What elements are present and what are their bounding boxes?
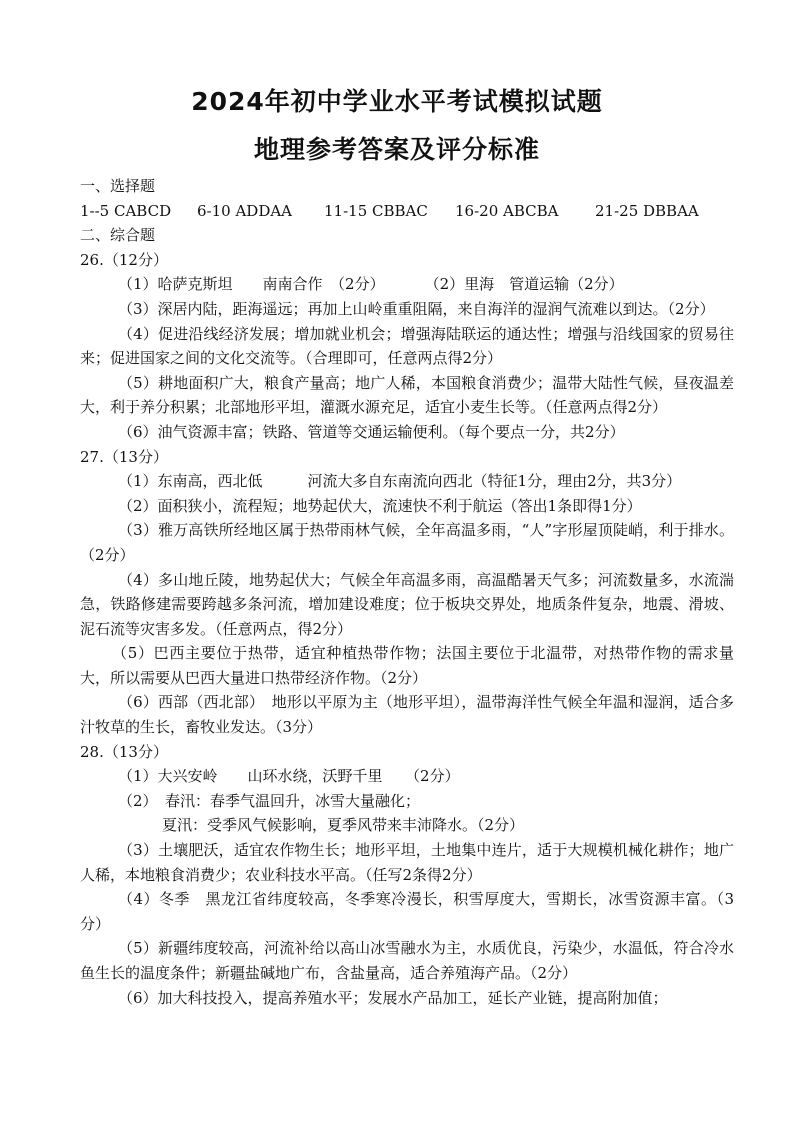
answer-line xyxy=(80,272,734,297)
answer-paragraph: （4）冬季 黑龙江省纬度较高，冬季寒冷漫长，积雪厚度大，雪期长，冰雪资源丰富。（3分） xyxy=(80,890,734,933)
answer-paragraph: （4）促进沿线经济发展；增加就业机会；增强海陆联运的通达性；增强与沿线国家的贸易往来；促进国家之间的文化交流等。（合理即可，任意两点得2分） xyxy=(80,324,734,368)
choice-answer-group: 16-20 ABCBA xyxy=(455,201,559,220)
answer-paragraph: （6）油气资源丰富；铁路、管道等交通运输便利。（每个要点一分，共2分） xyxy=(118,422,625,441)
answer-paragraph: （1）大兴安岭 山环水绕，沃野千里 （2分） xyxy=(118,767,460,786)
answer-paragraph: （5）巴西主要位于热带，适宜种植热带作物；法国主要位于北温带，对热带作物的需求量大，所以需要从巴西大量进口热带经济作物。（2分） xyxy=(80,644,734,687)
answer-text: （2）里海 管道运输（2分） xyxy=(424,275,624,294)
answer-paragraph: （3）土壤肥沃，适宜农作物生长；地形平坦，土地集中连片，适于大规模机械化耕作；地广人稀，本地粮食消费少；农业科技水平高。（任写2条得2分） xyxy=(80,841,734,884)
answer-paragraph: （5）耕地面积广大，粮食产量高；地广人稀，本国粮食消费少；温带大陆性气候，昼夜温差大，利于养分积累；北部地形平坦，灌溉水源充足，适宜小麦生长等。（任意两点得2分） xyxy=(80,373,734,417)
choice-answers xyxy=(80,199,734,224)
answer-text: （1）哈萨克斯坦 南南合作 （2分） xyxy=(118,275,385,294)
answer-paragraph: （2）面积狭小，流程短；地势起伏大，流速快不利于航运（答出1条即得1分） xyxy=(118,496,642,515)
choice-answer-group: 21-25 DBBAA xyxy=(595,201,699,220)
answer-paragraph: （3）深居内陆，距海遥远；再加上山岭重重阻隔，来自海洋的湿润气流难以到达。（2分） xyxy=(118,299,715,318)
answer-line: 夏汛：受季风气候影响，夏季风带来丰沛降水。（2分） xyxy=(162,816,525,835)
question-header: 27.（13分） xyxy=(80,447,168,466)
question-header: 26.（12分） xyxy=(80,250,168,269)
choice-answer-group: 1--5 CABCD xyxy=(80,201,172,220)
answer-paragraph: （6）西部（西北部） 地形以平原为主（地形平坦），温带海洋性气候全年温和湿润，适合多汁牧草的生长，畜牧业发达。（3分） xyxy=(80,693,734,737)
answer-paragraph: （5）新疆纬度较高，河流补给以高山冰雪融水为主，水质优良，污染少，水温低，符合冷水鱼生长的温度条件；新疆盐碱地广布，含盐量高，适合养殖海产品。（2分） xyxy=(80,939,734,982)
answer-content xyxy=(80,174,734,1010)
choice-answer-group: 11-15 CBBAC xyxy=(324,201,428,220)
answer-paragraph: （6）加大科技投入，提高养殖水平；发展水产品加工，延长产业链，提高附加值； xyxy=(118,988,668,1007)
section-heading-comprehensive: 二、综合题 xyxy=(80,226,156,245)
answer-paragraph: （1）东南高，西北低 河流大多自东南流向西北（特征1分，理由2分，共3分） xyxy=(118,472,682,491)
answer-paragraph: （3）雅万高铁所经地区属于热带雨林气候，全年高温多雨，“人”字形屋顶陡峭，利于排水。（2分） xyxy=(80,521,734,564)
page-subtitle: 地理参考答案及评分标准 xyxy=(253,135,540,164)
answer-paragraph: （4）多山地丘陵，地势起伏大；气候全年高温多雨，高温酷暑天气多；河流数量多，水流湍急，铁路修建需要跨越多条河流，增加建设难度；位于板块交界处，地质条件复杂，地震、滑坡、泥石流等灾害多发。（任意两点，得2分） xyxy=(80,570,734,638)
page-title: 2024年初中学业水平考试模拟试题 xyxy=(191,87,603,116)
choice-answer-group: 6-10 ADDAA xyxy=(197,201,293,220)
section-heading-choice: 一、选择题 xyxy=(80,177,156,195)
question-header: 28.（13分） xyxy=(80,742,168,761)
answer-paragraph: （2） 春汛：春季气温回升，冰雪大量融化； xyxy=(118,791,421,810)
